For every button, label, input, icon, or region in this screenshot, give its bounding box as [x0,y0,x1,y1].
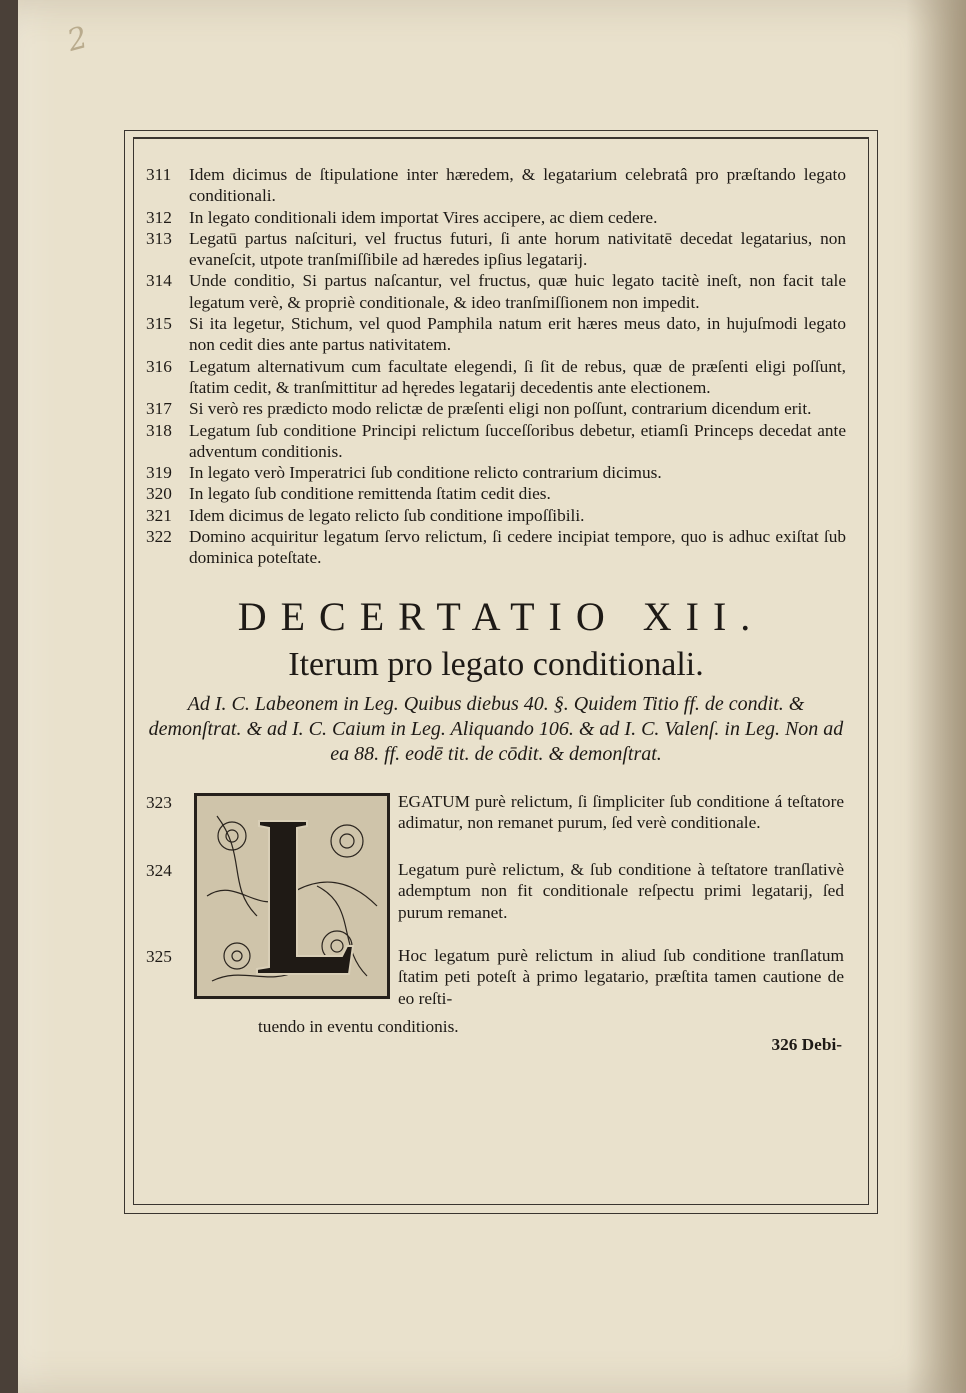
paragraph-number: 324 [146,860,172,880]
entry-text: In legato verò Imperatrici ſub conditione relicto contrarium dicimus. [189,463,662,483]
chapter-body [146,789,846,1089]
entry-text: Legatum alternativum cum facultate elegendi, ſi ſit de rebus, quæ de præſenti eligi poſſunt, ſtatim cedit, & tranſmittitur ad hęredes legatarij decedentis ante electionem. [189,356,846,397]
summary-entries [146,164,846,569]
entry-text: Si verò res prædicto modo relictæ de præſenti eligi non poſſunt, contrarium dicendum erit. [189,399,812,419]
entry-text: Legatum ſub conditione Principi relictum ſucceſſoribus debetur, etiamſi Princeps decedat ante adventum conditionis. [189,420,846,461]
summary-entry [146,398,846,419]
entry-number: 314 [146,271,172,291]
summary-entry [146,164,846,207]
entry-text: In legato ſub conditione remittenda ſtatim cedit dies. [189,484,551,504]
summary-entry [146,462,846,483]
summary-entry [146,505,846,526]
summary-entry [146,483,846,504]
chapter-subtitle: Iterum pro legato conditionali. [288,645,704,683]
summary-entry [146,270,846,313]
entry-text: Domino acquiritur legatum ſervo relictum, ſi cedere incipiat tempore, quo is adhuc exiſtat ſub dominica poteſtate. [189,527,846,568]
paragraph-continuation: tuendo in eventu conditionis. [258,1016,459,1036]
page-content [146,164,846,1089]
entry-number: 319 [146,463,172,483]
entry-number: 321 [146,505,172,525]
entry-text: Unde conditio, Si partus naſcantur, vel fructus, quæ huic legato tacitè ineſt, non facit tale legatum verè, & propriè conditionale, & ideo tranſmiſſionem non impedit. [189,271,846,312]
entry-number: 311 [146,165,172,184]
summary-entry [146,313,846,356]
paragraph-number: 323 [146,792,172,812]
entry-text: Si ita legetur, Stichum, vel quod Pamphila natum erit hæres meus dato, in hujuſmodi legato non cedit dies ante partus nativitatem. [189,314,846,355]
page-gutter-shadow [906,0,966,1393]
entry-text: Idem dicimus de ſtipulatione inter hæredem, & legatarium celebratâ pro præſtando legato conditionali. [189,165,846,206]
entry-text: Legatū partus naſcituri, vel fructus futuri, ſi ante horum nativitatē decedat legatarius, non evaneſcit, utpote tranſmiſſibile ad hæredes ipſius legatarij. [189,228,846,270]
summary-entry [146,228,846,271]
paragraph-number: 325 [146,946,172,966]
chapter-title: DECERTATIO XII. [237,593,765,639]
entry-number: 318 [146,420,172,440]
summary-entry [146,526,846,569]
entry-number: 317 [146,399,172,419]
entry-number: 322 [146,527,172,547]
summary-entry [146,207,846,228]
decorated-initial-l [194,793,390,999]
entry-number: 312 [146,207,172,227]
entry-text: Idem dicimus de legato relicto ſub conditione impoſſibili. [189,505,585,525]
paragraph: Hoc legatum purè relictum in aliud ſub conditione tranſlatum ſtatim peti poteſt à primo legatario, præſtita tamen cautione de eo reſti- [398,945,844,1008]
summary-entry [146,420,846,463]
summary-entry [146,356,846,399]
catchword: 326 Debi- [771,1034,842,1054]
entry-number: 315 [146,314,172,334]
paragraph: EGATUM purè relictum, ſi ſimpliciter ſub conditione á teſtatore adimatur, non remanet purum, ſed verè conditionale. [398,791,844,833]
entry-number: 320 [146,484,172,504]
entry-text: In legato conditionali idem importat Vires accipere, ac diem cedere. [189,207,658,227]
entry-number: 316 [146,356,172,376]
paragraph: Legatum purè relictum, & ſub conditione à teſtatore tranſlativè ademptum non fit conditionale reſpectu primi legatarij, ſed purum remanet. [398,859,844,922]
chapter-citation: Ad I. C. Labeonem in Leg. Quibus diebus 40. §. Quidem Titio ff. de condit. & demonſtrat. & ad I. C. Caium in Leg. Aliquando 106. & ad I. C. Valenſ. in Leg. Non ad ea 88. ff. eodē tit. de cōdit. & demonſtrat. [148,692,844,765]
corner-pencil-mark: 2 [63,20,92,59]
floral-initial-icon [197,796,387,996]
entry-number: 313 [146,228,172,248]
